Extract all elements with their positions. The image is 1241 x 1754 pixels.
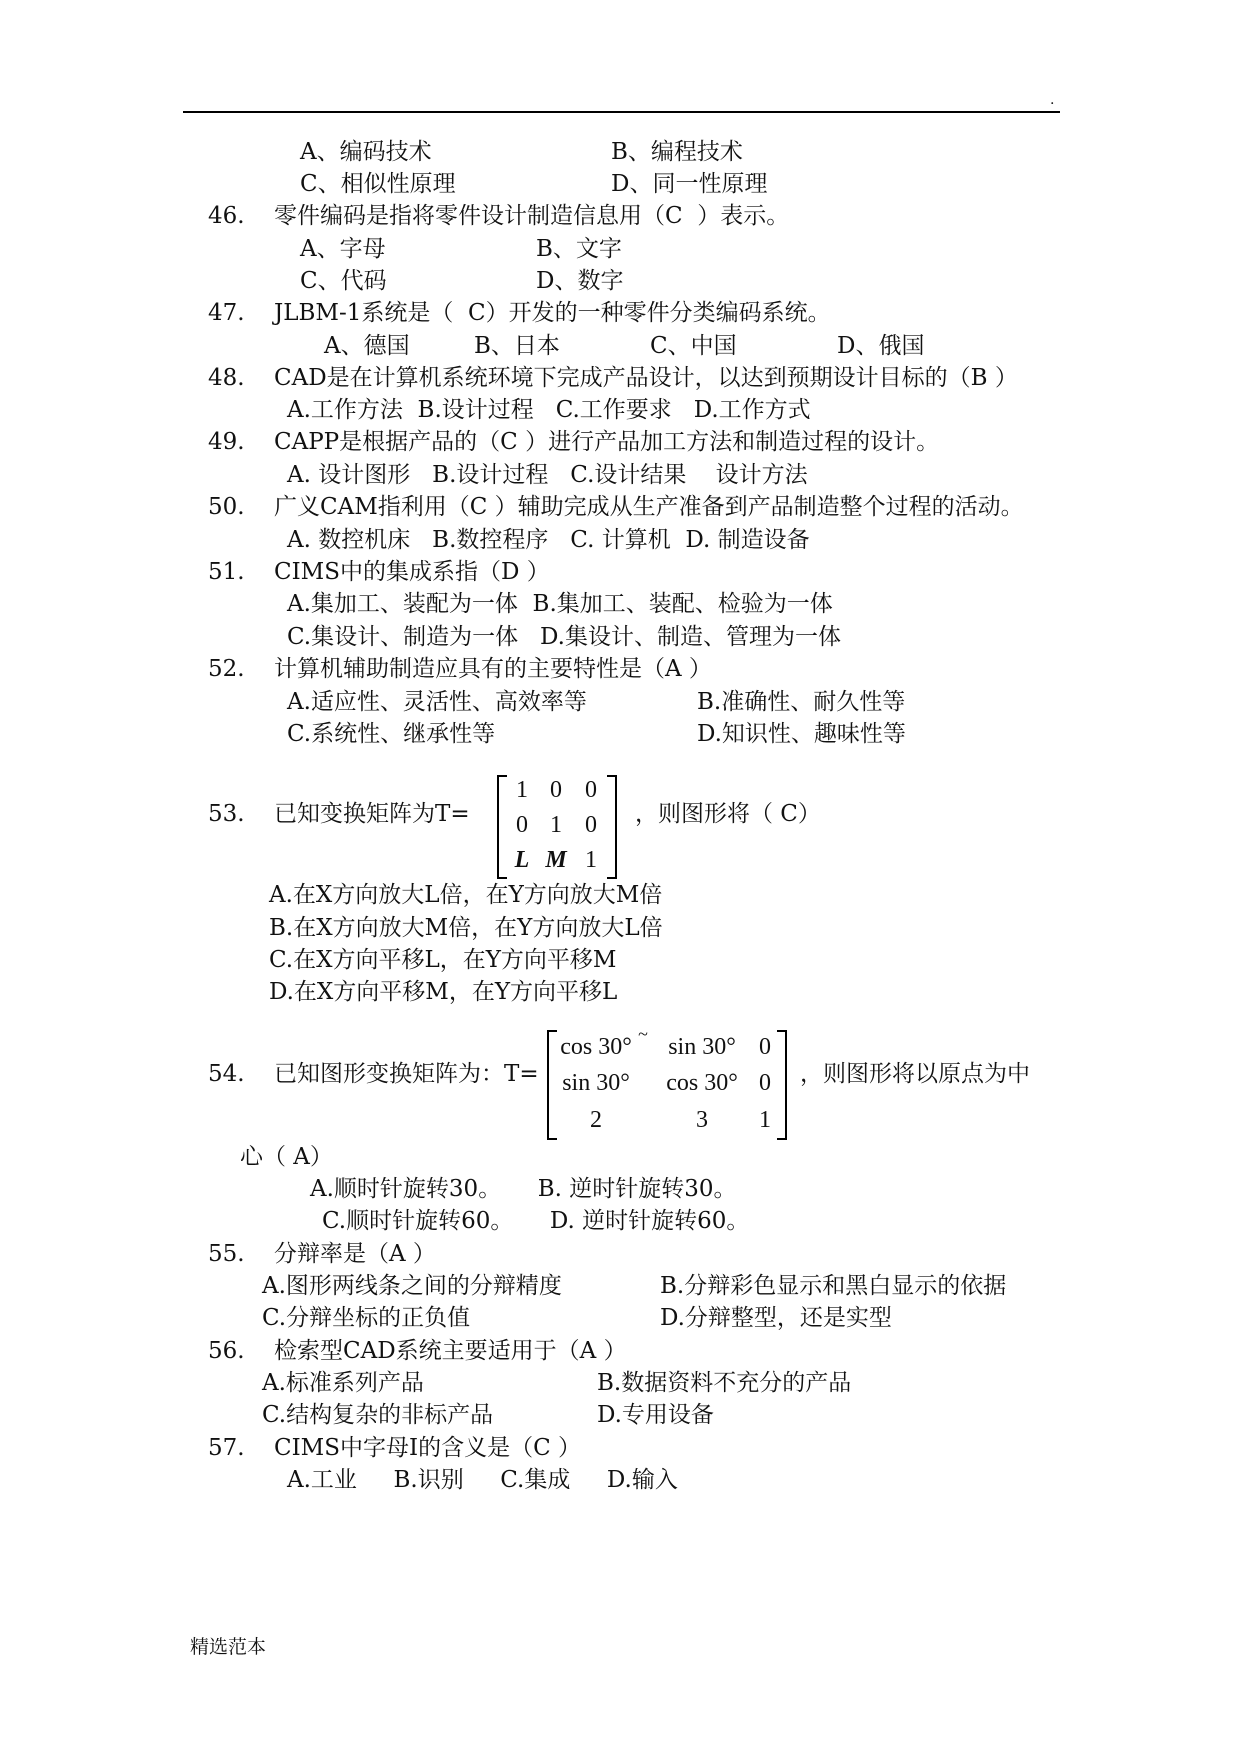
text-line: 50.	[208, 494, 245, 520]
text-line: 零件编码是指将零件设计制造信息用（C ）表示。	[274, 203, 790, 229]
text-line: B、日本	[474, 333, 560, 359]
matrix-cell: 0	[516, 812, 528, 838]
matrix-cell: L	[514, 847, 530, 873]
matrix-cell: 0	[759, 1070, 771, 1096]
matrix-cell: cos 30°	[560, 1034, 632, 1060]
text-line: C、中国	[650, 333, 737, 359]
matrix-cell: 0	[585, 812, 597, 838]
text-line: 分辩率是（A ）	[274, 1241, 436, 1267]
text-line: ，则图形将以原点为中	[800, 1061, 1030, 1087]
matrix-53	[497, 775, 617, 879]
text-line: 46.	[208, 203, 245, 229]
text-line: A.标准系列产品	[262, 1370, 424, 1396]
text-line: B、编程技术	[611, 139, 743, 165]
text-line: JLBM-1系统是（ C）开发的一种零件分类编码系统。	[274, 300, 831, 326]
text-line: C.顺时针旋转60。 D. 逆时针旋转60。	[322, 1208, 750, 1234]
matrix-cell: sin 30°	[562, 1070, 630, 1096]
matrix-left-bracket	[497, 775, 507, 879]
text-line: C.在X方向平移L，在Y方向平移M	[269, 947, 617, 973]
text-line: A、编码技术	[300, 139, 432, 165]
text-line: 49.	[208, 429, 245, 455]
text-line: 57.	[208, 1435, 245, 1461]
text-line: B、文字	[536, 236, 622, 262]
matrix-cell: sin 30°	[668, 1034, 736, 1060]
matrix-54	[547, 1024, 787, 1140]
matrix-cell: ~	[638, 1024, 648, 1044]
text-line: A.工业 B.识别 C.集成 D.输入	[287, 1467, 678, 1493]
text-line: 54.	[208, 1061, 245, 1087]
text-line: A.工作方法 B.设计过程 C.工作要求 D.工作方式	[287, 397, 811, 423]
text-line: 48.	[208, 365, 245, 391]
text-line: CAD是在计算机系统环境下完成产品设计，以达到预期设计目标的（B ）	[274, 365, 1018, 391]
text-line: D、数字	[536, 268, 624, 294]
text-line: B.分辩彩色显示和黑白显示的依据	[660, 1273, 1007, 1299]
text-line: C.分辩坐标的正负值	[262, 1305, 471, 1331]
header-rule	[183, 111, 1060, 113]
matrix-cell: 1	[550, 812, 562, 838]
matrix-cell: 1	[585, 847, 597, 873]
header-dot: .	[1050, 92, 1055, 108]
text-line: D.专用设备	[597, 1402, 714, 1428]
footer-text: 精选范本	[190, 1636, 267, 1658]
text-line: 心（ A）	[240, 1144, 333, 1170]
text-line: A、字母	[300, 236, 386, 262]
text-line: A.顺时针旋转30。 B. 逆时针旋转30。	[310, 1176, 737, 1202]
text-line: C.集设计、制造为一体 D.集设计、制造、管理为一体	[287, 624, 841, 650]
text-line: 47.	[208, 300, 245, 326]
text-line: 51.	[208, 559, 245, 585]
text-line: A.在X方向放大L倍，在Y方向放大M倍	[269, 882, 663, 908]
text-line: A. 数控机床 B.数控程序 C. 计算机 D. 制造设备	[287, 527, 810, 553]
text-line: CIMS中字母I的含义是（C ）	[274, 1435, 581, 1461]
text-line: 计算机辅助制造应具有的主要特性是（A ）	[274, 656, 712, 682]
matrix-cell: 1	[516, 777, 528, 803]
text-line: A. 设计图形 B.设计过程 C.设计结果 设计方法	[287, 462, 808, 488]
text-line: D.知识性、趣味性等	[697, 721, 906, 747]
text-line: B.准确性、耐久性等	[697, 689, 906, 715]
text-line: C、相似性原理	[300, 171, 456, 197]
text-line: 检索型CAD系统主要适用于（A ）	[274, 1338, 627, 1364]
text-line: 56.	[208, 1338, 245, 1364]
matrix-cell: 1	[759, 1107, 771, 1133]
text-line: C、代码	[300, 268, 387, 294]
text-line: C.系统性、继承性等	[287, 721, 496, 747]
text-line: 已知图形变换矩阵为：T=	[274, 1061, 539, 1087]
text-line: ，则图形将（ C）	[635, 801, 821, 827]
text-line: A、德国	[324, 333, 410, 359]
matrix-cell: 0	[585, 777, 597, 803]
text-line: 广义CAM指利用（C ）辅助完成从生产准备到产品制造整个过程的活动。	[274, 494, 1024, 520]
text-line: CAPP是根据产品的（C ）进行产品加工方法和制造过程的设计。	[274, 429, 940, 455]
matrix-cell: M	[545, 847, 567, 873]
text-line: 53.	[208, 801, 245, 827]
text-line: A.集加工、装配为一体 B.集加工、装配、检验为一体	[287, 591, 833, 617]
text-line: D、同一性原理	[611, 171, 768, 197]
text-line: B.数据资料不充分的产品	[597, 1370, 852, 1396]
matrix-cell: 2	[590, 1107, 602, 1133]
matrix-right-bracket	[777, 1030, 787, 1140]
matrix-cell: cos 30°	[666, 1070, 738, 1096]
text-line: D.分辩整型，还是实型	[660, 1305, 892, 1331]
matrix-right-bracket	[607, 775, 617, 879]
text-line: D.在X方向平移M，在Y方向平移L	[269, 979, 618, 1005]
text-line: C.结构复杂的非标产品	[262, 1402, 494, 1428]
text-line: 55.	[208, 1241, 245, 1267]
matrix-cell: 3	[696, 1107, 708, 1133]
text-line: A.图形两线条之间的分辩精度	[262, 1273, 562, 1299]
text-line: 52.	[208, 656, 245, 682]
matrix-cell: 0	[759, 1034, 771, 1060]
text-line: D、俄国	[837, 333, 925, 359]
text-line: 已知变换矩阵为T=	[274, 801, 470, 827]
text-line: CIMS中的集成系指（D ）	[274, 559, 550, 585]
matrix-cell: 0	[550, 777, 562, 803]
text-line: B.在X方向放大M倍，在Y方向放大L倍	[269, 915, 663, 941]
text-line: A.适应性、灵活性、高效率等	[287, 689, 587, 715]
